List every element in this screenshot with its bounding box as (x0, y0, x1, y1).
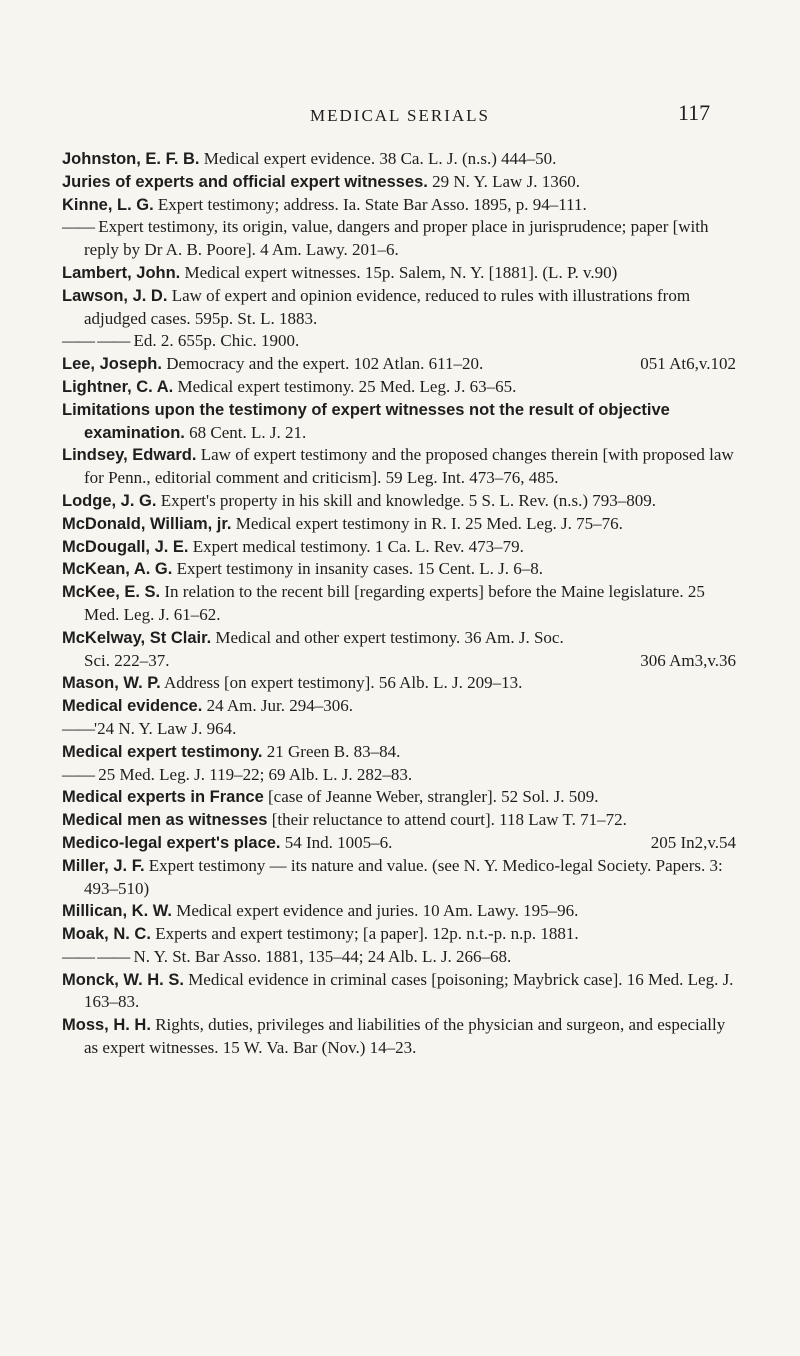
entry-author: Lawson, J. D. (62, 286, 168, 305)
entry-citation: Medical and other expert testimony. 36 Am. J. Soc. Sci. 222–37. (84, 627, 564, 670)
entry-citation: Democracy and the expert. 102 Atlan. 611–20. (161, 354, 484, 374)
entry-body (62, 285, 742, 331)
bibliography-entry (62, 1014, 742, 1060)
entry-author: Medical experts in France (62, 788, 264, 807)
bibliography-entry (62, 194, 742, 217)
entry-citation: Address [on expert testimony]. 56 Alb. L. J. 209–13. (160, 673, 523, 693)
entry-author: Limitations upon the testimony of expert witnesses not the result of objective examination. (62, 400, 670, 442)
entry-author: Medical men as witnesses (62, 811, 268, 830)
entry-citation: [their reluctance to attend court]. 118 Law T. 71–72. (267, 810, 627, 830)
entry-body (62, 855, 742, 901)
bibliography-entry (62, 581, 742, 627)
entry-body (62, 946, 742, 969)
bibliography-entry (62, 216, 742, 262)
entry-author: Johnston, E. F. B. (62, 150, 200, 168)
bibliography-entry (62, 832, 742, 855)
entry-author: Miller, J. F. (62, 856, 145, 875)
entry-author: Medical expert testimony. (62, 742, 263, 761)
call-number: 051 At6,v.102 (640, 354, 736, 374)
entry-body (62, 764, 742, 787)
ditto-dash: —— —— (62, 331, 130, 351)
entry-citation: Experts and expert testimony; [a paper]. 12p. n.t.-p. n.p. 1881. (150, 924, 579, 944)
entry-body (62, 376, 742, 399)
entry-author: Lee, Joseph. (62, 355, 162, 374)
entry-body (62, 330, 742, 353)
bibliography-entry (62, 764, 742, 787)
entry-citation: Law of expert and opinion evidence, reduced to rules with illustrations from adjudged cases. 595p. St. L. 1883. (84, 285, 691, 328)
entry-author: McDonald, William, jr. (62, 514, 232, 533)
entry-citation: Expert testimony, its origin, value, dangers and proper place in jurisprudence; paper [with reply by Dr A. B. Poore]. 4 Am. Lawy. 201–6. (84, 217, 709, 260)
entry-body (62, 216, 742, 262)
call-number: 205 In2,v.54 (650, 832, 736, 852)
entry-body (62, 399, 742, 445)
bibliography-entries (62, 148, 742, 1060)
entry-citation: In relation to the recent bill [regarding experts] before the Maine legislature. 25 Med. Leg. J. 61–62. (84, 582, 705, 624)
bibliography-entry (62, 353, 742, 376)
ditto-dash: —— (62, 217, 94, 237)
entry-author: Lindsey, Edward. (62, 446, 197, 465)
entry-citation: Expert testimony — its nature and value. (see N. Y. Medico-legal Society. Papers. 3: 493–510) (84, 855, 723, 898)
entry-citation: Expert medical testimony. 1 Ca. L. Rev. 473–79. (188, 536, 524, 556)
entry-citation: Ed. 2. 655p. Chic. 1900. (129, 331, 300, 351)
entry-body (62, 171, 742, 194)
entry-author: Moss, H. H. (62, 1016, 151, 1035)
entry-author: Lodge, J. G. (62, 491, 157, 510)
ditto-dash: —— (62, 764, 94, 784)
entry-author: Juries of experts and official expert witnesses. (62, 172, 428, 191)
entry-body (62, 262, 742, 285)
bibliography-entry (62, 741, 742, 764)
entry-body (62, 741, 742, 764)
entry-citation: Medical evidence in criminal cases [poisoning; Maybrick case]. 16 Med. Leg. J. 163–83. (84, 969, 734, 1012)
bibliography-entry (62, 490, 742, 513)
entry-author: McKee, E. S. (62, 583, 161, 602)
entry-citation: [case of Jeanne Weber, strangler]. 52 Sol. J. 509. (263, 787, 599, 807)
bibliography-entry (62, 262, 742, 285)
entry-body (62, 832, 742, 855)
bibliography-entry (62, 809, 742, 832)
entry-author: Moak, N. C. (62, 925, 151, 944)
entry-body (62, 809, 742, 832)
entry-citation: N. Y. St. Bar Asso. 1881, 135–44; 24 Alb. L. J. 266–68. (129, 946, 512, 966)
entry-author: Millican, K. W. (62, 902, 173, 921)
bibliography-entry (62, 148, 742, 171)
bibliography-entry (62, 558, 742, 581)
bibliography-entry (62, 969, 742, 1015)
bibliography-entry (62, 786, 742, 809)
entry-citation: Rights, duties, privileges and liabilities of the physician and surgeon, and especially as expert witnesses. 15 W. Va. Bar (Nov.) 14–23. (84, 1015, 726, 1058)
entry-citation: '24 N. Y. Law J. 964. (94, 718, 237, 738)
bibliography-entry (62, 900, 742, 923)
entry-body (62, 900, 742, 923)
entry-body (62, 1014, 742, 1060)
entry-body (62, 581, 742, 627)
entry-body (62, 786, 742, 809)
ditto-dash: —— (62, 718, 94, 738)
bibliography-entry (62, 330, 742, 353)
entry-body (62, 536, 742, 559)
entry-body (62, 672, 742, 695)
entry-author: Lambert, John. (62, 263, 181, 282)
entry-author: Medical evidence. (62, 697, 203, 716)
entry-author: McDougall, J. E. (62, 537, 189, 556)
entry-citation: Medical expert testimony in R. I. 25 Med. Leg. J. 75–76. (231, 513, 623, 533)
bibliography-entry (62, 513, 742, 536)
entry-citation: Medical expert evidence. 38 Ca. L. J. (n.s.) 444–50. (199, 149, 557, 168)
entry-author: Medico-legal expert's place. (62, 833, 281, 852)
bibliography-entry (62, 946, 742, 969)
entry-body (62, 513, 742, 536)
entry-author: McKean, A. G. (62, 560, 173, 579)
entry-author: Kinne, L. G. (62, 195, 154, 214)
bibliography-entry (62, 718, 742, 741)
entry-citation: 54 Ind. 1005–6. (280, 832, 393, 852)
entry-body (62, 194, 742, 217)
bibliography-entry (62, 695, 742, 718)
entry-citation: Medical expert testimony. 25 Med. Leg. J. 63–65. (173, 376, 517, 396)
entry-body (62, 969, 742, 1015)
page-number: 117 (678, 100, 711, 125)
entry-author: McKelway, St Clair. (62, 628, 212, 647)
entry-author: Lightner, C. A. (62, 377, 174, 396)
call-number: 306 Am3,v.36 (640, 650, 736, 670)
ditto-dash: —— —— (62, 946, 130, 966)
bibliography-entry (62, 855, 742, 901)
entry-body (62, 444, 742, 490)
bibliography-entry (62, 399, 742, 445)
bibliography-entry (62, 627, 742, 673)
entry-citation: Expert's property in his skill and knowledge. 5 S. L. Rev. (n.s.) 793–809. (156, 490, 657, 510)
entry-citation: 68 Cent. L. J. 21. (184, 422, 307, 442)
bibliography-entry (62, 444, 742, 490)
entry-citation: Medical expert witnesses. 15p. Salem, N. Y. [1881]. (L. P. v.90) (180, 262, 618, 282)
bibliography-entry (62, 536, 742, 559)
entry-citation: 29 N. Y. Law J. 1360. (427, 171, 580, 191)
running-head: MEDICAL SERIALS (310, 106, 491, 125)
bibliography-entry (62, 171, 742, 194)
entry-citation: 24 Am. Jur. 294–306. (202, 696, 353, 716)
entry-body (62, 490, 742, 513)
bibliography-entry (62, 285, 742, 331)
bibliography-entry (62, 923, 742, 946)
entry-body (62, 718, 742, 741)
entry-body (62, 923, 742, 946)
page-header (0, 100, 800, 130)
bibliography-entry (62, 672, 742, 695)
entry-citation: Law of expert testimony and the proposed changes therein [with proposed law for Penn., editorial comment and criticism]. 59 Leg. Int. 473–76, 485. (84, 445, 734, 488)
entry-citation: Medical expert evidence and juries. 10 Am. Lawy. 195–96. (172, 901, 579, 921)
entry-body (62, 558, 742, 581)
entry-author: Monck, W. H. S. (62, 970, 184, 989)
entry-body (62, 148, 742, 171)
bibliography-entry (62, 376, 742, 399)
entry-author: Mason, W. P. (62, 674, 161, 693)
entry-citation: 25 Med. Leg. J. 119–22; 69 Alb. L. J. 282–83. (94, 764, 413, 784)
entry-body (62, 695, 742, 718)
entry-citation: Expert testimony in insanity cases. 15 Cent. L. J. 6–8. (172, 559, 543, 579)
entry-citation: Expert testimony; address. Ia. State Bar Asso. 1895, p. 94–111. (153, 194, 587, 214)
entry-citation: 21 Green B. 83–84. (262, 741, 401, 761)
